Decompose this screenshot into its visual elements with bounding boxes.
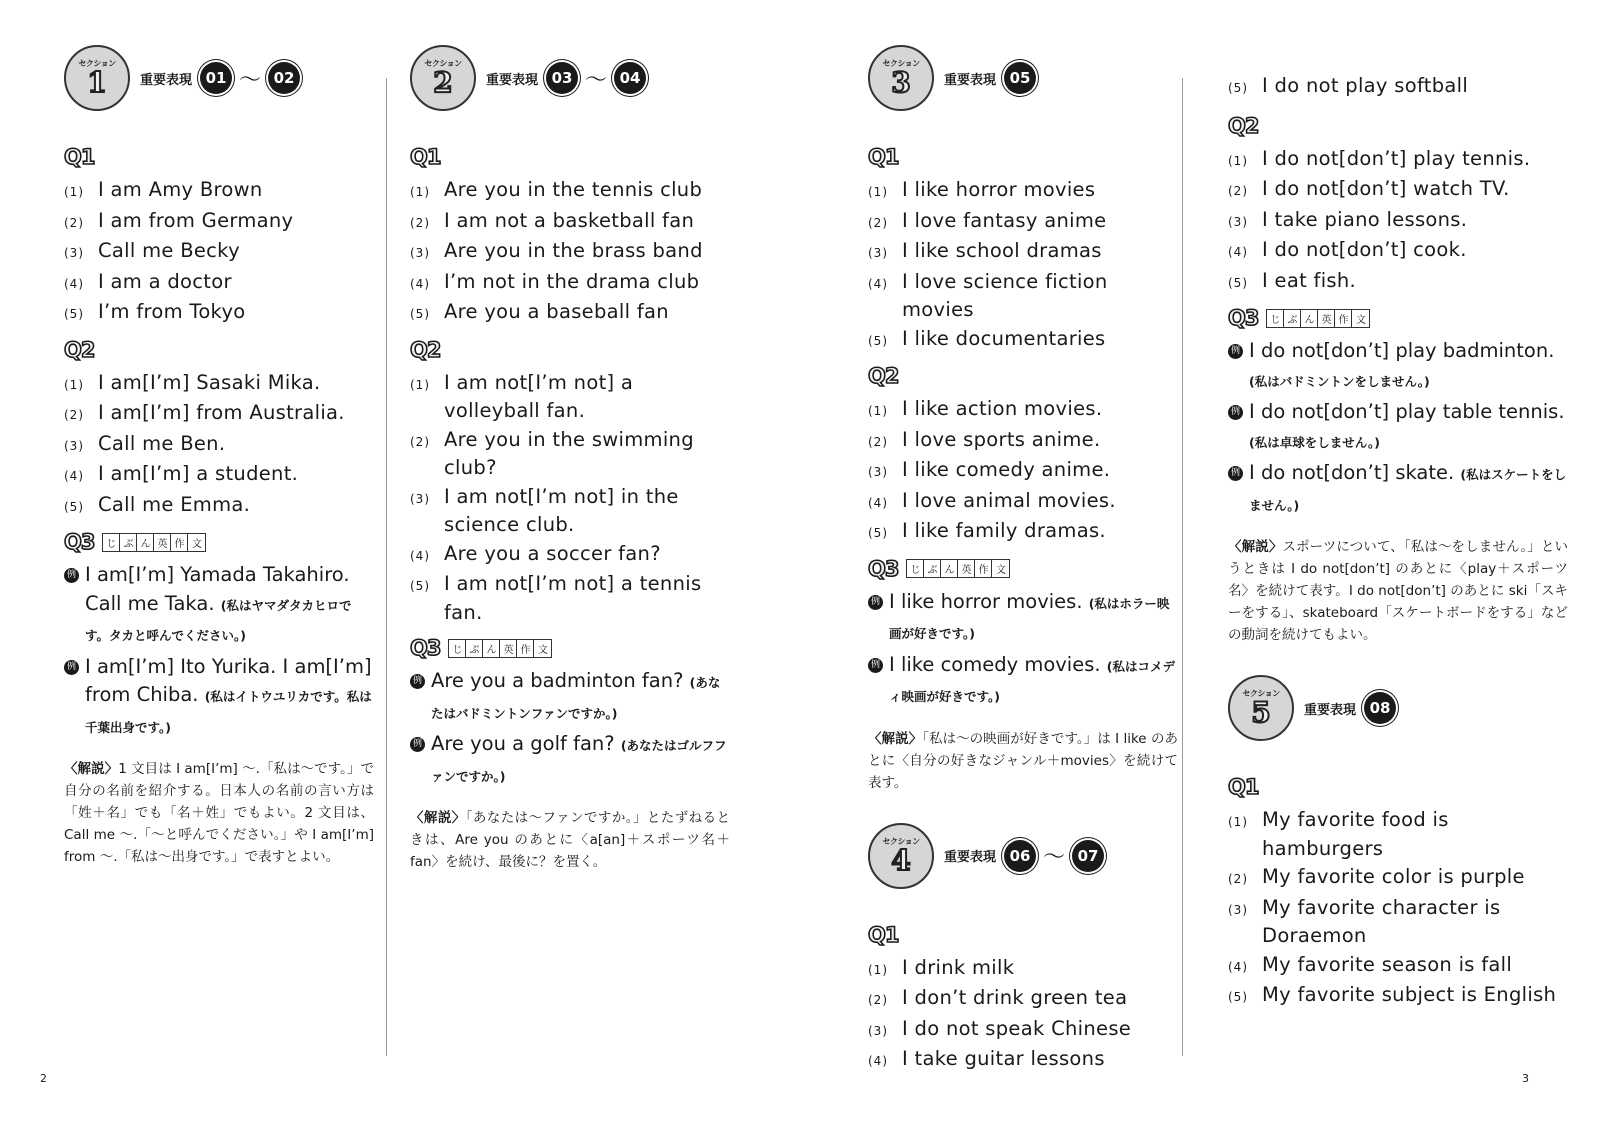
example-body bbox=[85, 561, 374, 651]
section-word: セクション bbox=[882, 836, 920, 846]
answer-text: I am[I’m] Sasaki Mika. bbox=[98, 370, 321, 394]
jibun-char: 文 bbox=[995, 565, 1006, 576]
section-badge bbox=[410, 45, 476, 111]
answer-number: (1) bbox=[868, 185, 888, 199]
answer-number: (5) bbox=[1228, 275, 1248, 290]
jibun-char: ぶ bbox=[120, 534, 137, 551]
expression-number-badge: 03 bbox=[546, 62, 578, 94]
answer-item bbox=[1228, 175, 1568, 206]
question-label: Q1 bbox=[868, 922, 899, 947]
answer-number: (2) bbox=[410, 434, 430, 449]
answer-item bbox=[1228, 951, 1568, 982]
question-label: Q3 bbox=[1228, 306, 1259, 330]
answer-text: I am not[I’m not] a volleyball fan. bbox=[444, 370, 634, 422]
answer-text: Call me Emma. bbox=[98, 492, 251, 516]
jibun-char: ぶ bbox=[1284, 310, 1301, 327]
jibun-char: 英 bbox=[958, 560, 975, 577]
page-number-right: 3 bbox=[1522, 1072, 1529, 1085]
answer-number: (3) bbox=[64, 438, 84, 453]
answer-item bbox=[1228, 981, 1568, 1012]
answer-text: Call me Becky bbox=[98, 239, 240, 262]
column-divider-1 bbox=[386, 78, 387, 1056]
answer-number: (2) bbox=[1228, 872, 1248, 886]
answer-text: My favorite character is Doraemon bbox=[1262, 895, 1501, 947]
answer-text: My favorite food is hamburgers bbox=[1262, 808, 1449, 860]
answer-item bbox=[410, 483, 730, 540]
answer-item bbox=[1228, 145, 1568, 176]
answer-text: Are you a soccer fan? bbox=[444, 541, 661, 565]
answer-text: I like horror movies bbox=[902, 178, 1096, 201]
answer-item bbox=[1228, 206, 1568, 237]
example-answer bbox=[410, 667, 730, 728]
example-text: I do not[don’t] play badminton. bbox=[1249, 339, 1555, 362]
answer-item bbox=[64, 430, 374, 461]
answer-text: I do not[don’t] play tennis. bbox=[1262, 146, 1531, 170]
answer-item bbox=[410, 237, 730, 268]
question-label: Q1 bbox=[410, 145, 441, 169]
example-translation: (私はコメディ映画が好きです。) bbox=[889, 658, 1175, 704]
question-label: Q3 bbox=[64, 530, 95, 554]
answer-text: I am not a basketball fan bbox=[444, 208, 695, 232]
expression-number-badge: 02 bbox=[268, 62, 300, 94]
tilde-mark: 〜 bbox=[239, 67, 262, 93]
expression-number-badge: 06 bbox=[1004, 840, 1036, 872]
answer-text: I love sports anime. bbox=[902, 427, 1101, 451]
example-answer bbox=[1228, 337, 1568, 396]
jibun-char: ぶ bbox=[466, 640, 483, 657]
answer-text: I am[I’m] a student. bbox=[98, 462, 299, 485]
answer-number: (1) bbox=[1228, 815, 1248, 829]
answer-item bbox=[868, 456, 1178, 487]
example-answer bbox=[1228, 459, 1568, 520]
explanation-note bbox=[868, 728, 1178, 794]
answer-number: (5) bbox=[1228, 990, 1248, 1004]
question-heading bbox=[868, 554, 1178, 584]
jibun-char: じ bbox=[1267, 310, 1284, 327]
question-heading bbox=[1228, 303, 1568, 333]
example-mark-icon: 例 bbox=[64, 568, 79, 583]
jibun-char: 英 bbox=[1318, 310, 1335, 327]
answer-number: (4) bbox=[410, 276, 430, 291]
answer-text: I am a doctor bbox=[98, 269, 232, 293]
answer-item bbox=[868, 207, 1178, 238]
answer-text: I am Amy Brown bbox=[98, 178, 263, 201]
section-badge bbox=[1228, 675, 1294, 741]
answer-number: (4) bbox=[64, 469, 84, 483]
answer-item bbox=[868, 954, 1178, 985]
section-word: セクション bbox=[1242, 689, 1280, 698]
example-text: I am[I’m] Yamada Takahiro. Call me Taka. bbox=[85, 563, 350, 615]
section-badge bbox=[868, 823, 934, 889]
answer-text: I’m not in the drama club bbox=[444, 269, 700, 293]
question-label: Q1 bbox=[868, 145, 899, 169]
answer-text: Are you a baseball fan bbox=[444, 300, 669, 323]
explanation-label: 〈解説〉 bbox=[1228, 539, 1283, 555]
question-heading bbox=[64, 142, 374, 172]
example-answer bbox=[64, 653, 374, 743]
answer-item bbox=[64, 207, 374, 238]
answer-item bbox=[868, 984, 1178, 1015]
answer-item bbox=[1228, 267, 1568, 298]
answer-text: I take piano lessons. bbox=[1262, 207, 1468, 231]
question-label: Q1 bbox=[64, 145, 95, 169]
expression-number-badge: 05 bbox=[1004, 62, 1036, 94]
explanation-text: 「あなたは〜ファンですか。」とたずねるときは、Are you のあとに〈a[an]＋スポーツ名＋fan〉を続け、最後に？を置く。 bbox=[410, 810, 730, 870]
tilde-mark: 〜 bbox=[1043, 845, 1066, 870]
answer-item bbox=[410, 268, 730, 299]
jibun-char: ん bbox=[1301, 310, 1318, 327]
answer-number: (2) bbox=[868, 434, 888, 449]
jibun-char: 作 bbox=[1335, 310, 1352, 327]
answer-item bbox=[1228, 236, 1568, 267]
answer-number: (2) bbox=[64, 408, 84, 422]
example-body bbox=[431, 730, 730, 791]
example-text: I like comedy movies. bbox=[889, 652, 1101, 676]
section-label: 重要表現 bbox=[140, 72, 193, 88]
example-body bbox=[1249, 337, 1568, 396]
answer-number: (4) bbox=[1228, 959, 1248, 974]
answer-text: I love animal movies. bbox=[902, 488, 1116, 512]
answer-text: Are you in the swimming club? bbox=[444, 427, 694, 479]
answer-item bbox=[868, 426, 1178, 457]
answer-item bbox=[64, 369, 374, 400]
answer-number: (4) bbox=[868, 1054, 888, 1068]
jibun-char: 文 bbox=[537, 644, 548, 656]
answer-number: (4) bbox=[868, 276, 888, 291]
answer-number: (5) bbox=[1228, 81, 1248, 95]
jibun-eisakubun-tag bbox=[906, 559, 1010, 578]
answer-number: (1) bbox=[64, 185, 84, 199]
answer-number: (4) bbox=[1228, 245, 1248, 259]
example-answer bbox=[868, 651, 1178, 712]
answer-text: I do not speak Chinese bbox=[902, 1016, 1132, 1040]
question-heading bbox=[410, 142, 730, 172]
example-text: I do not[don’t] skate. bbox=[1249, 461, 1455, 484]
answer-text: I don’t drink green tea bbox=[902, 986, 1128, 1009]
answer-item bbox=[1228, 72, 1568, 103]
answer-text: I love fantasy anime bbox=[902, 208, 1107, 232]
section-number: 3 bbox=[891, 66, 911, 99]
answer-item bbox=[64, 268, 374, 299]
answer-text: I’m from Tokyo bbox=[98, 300, 246, 323]
question-label: Q2 bbox=[410, 337, 441, 362]
example-body bbox=[1249, 398, 1568, 457]
answer-column-4 bbox=[1228, 72, 1568, 1018]
answer-item bbox=[868, 1045, 1178, 1076]
answer-number: (1) bbox=[868, 404, 888, 418]
question-heading bbox=[410, 633, 730, 663]
section-badge bbox=[64, 45, 130, 111]
page-number-left: 2 bbox=[40, 1072, 47, 1085]
jibun-char: 文 bbox=[191, 538, 202, 550]
question-heading bbox=[64, 335, 374, 365]
answer-number: (3) bbox=[410, 491, 430, 506]
answer-text: I like family dramas. bbox=[902, 519, 1106, 542]
answer-number: (5) bbox=[868, 526, 888, 540]
example-mark-icon: 例 bbox=[1228, 344, 1243, 359]
section-word: セクション bbox=[78, 59, 116, 68]
jibun-char: 英 bbox=[154, 534, 171, 551]
answer-item bbox=[64, 298, 374, 329]
question-heading bbox=[410, 335, 730, 365]
example-body bbox=[889, 588, 1178, 649]
explanation-note bbox=[64, 758, 374, 868]
example-mark-icon: 例 bbox=[1228, 466, 1243, 481]
example-mark-icon: 例 bbox=[868, 658, 883, 673]
answer-item bbox=[64, 491, 374, 522]
answer-text: I love science fiction movies bbox=[902, 269, 1108, 321]
section-gap bbox=[1228, 646, 1568, 674]
answer-number: (5) bbox=[64, 307, 84, 321]
jibun-char: 英 bbox=[500, 640, 517, 657]
question-label: Q2 bbox=[64, 337, 95, 362]
answer-text: I do not play softball bbox=[1262, 74, 1469, 97]
answer-text: I take guitar lessons bbox=[902, 1047, 1105, 1070]
question-heading bbox=[64, 527, 374, 557]
section-header bbox=[868, 44, 1178, 112]
jibun-char: 文 bbox=[1355, 314, 1366, 326]
answer-number: (1) bbox=[410, 185, 430, 199]
section-label: 重要表現 bbox=[944, 850, 997, 865]
answer-text: I am not[I’m not] a tennis fan. bbox=[444, 572, 702, 624]
answer-item bbox=[410, 298, 730, 329]
section-header bbox=[410, 44, 730, 112]
jibun-char: じ bbox=[907, 560, 924, 577]
section-number: 2 bbox=[433, 66, 453, 99]
answer-text: My favorite season is fall bbox=[1262, 952, 1513, 976]
answer-item bbox=[868, 1015, 1178, 1046]
example-mark-icon: 例 bbox=[868, 595, 883, 610]
answer-number: (2) bbox=[868, 993, 888, 1007]
example-text: I do not[don’t] play table tennis. bbox=[1249, 400, 1565, 423]
section-header bbox=[1228, 674, 1568, 742]
jibun-char: 作 bbox=[517, 640, 534, 657]
answer-item bbox=[64, 176, 374, 207]
answer-number: (3) bbox=[64, 246, 84, 260]
answer-item bbox=[410, 426, 730, 483]
answer-item bbox=[868, 517, 1178, 548]
example-body bbox=[1249, 459, 1568, 520]
answer-text: I am[I’m] from Australia. bbox=[98, 401, 345, 424]
answer-text: My favorite subject is English bbox=[1262, 983, 1557, 1006]
answer-text: I eat fish. bbox=[1262, 268, 1357, 292]
answer-number: (1) bbox=[410, 377, 430, 392]
jibun-char: ん bbox=[137, 534, 154, 551]
jibun-char: ん bbox=[941, 560, 958, 577]
answer-item bbox=[410, 369, 730, 426]
question-label: Q3 bbox=[868, 556, 899, 581]
answer-number: (2) bbox=[410, 215, 430, 230]
example-translation: (私はホラー映画が好きです。) bbox=[889, 595, 1170, 641]
section-word: セクション bbox=[424, 59, 462, 68]
example-mark-icon: 例 bbox=[1228, 405, 1243, 420]
answer-item bbox=[64, 460, 374, 491]
answer-number: (1) bbox=[64, 377, 84, 392]
expression-number-badge: 01 bbox=[200, 62, 232, 94]
answer-item bbox=[1228, 806, 1568, 863]
section-number: 5 bbox=[1251, 696, 1271, 729]
example-translation: (私はバドミントンをしません。) bbox=[1249, 373, 1430, 389]
section-number: 1 bbox=[87, 66, 107, 99]
answer-number: (2) bbox=[868, 215, 888, 230]
tilde-mark: 〜 bbox=[585, 67, 608, 93]
example-translation: (私はヤマダタカヒロです。タカと呼んでください。) bbox=[85, 597, 352, 643]
column-divider-2 bbox=[1182, 78, 1183, 1056]
explanation-text: 「私は〜の映画が好きです。」は I like のあとに〈自分の好きなジャンル＋movies〉を続けて表す。 bbox=[868, 730, 1178, 791]
answer-number: (5) bbox=[410, 307, 430, 321]
answer-number: (4) bbox=[410, 548, 430, 563]
answer-text: I drink milk bbox=[902, 955, 1015, 979]
answer-number: (3) bbox=[868, 465, 888, 479]
example-text: I like horror movies. bbox=[889, 589, 1083, 613]
example-body bbox=[889, 651, 1178, 712]
answer-text: My favorite color is purple bbox=[1262, 865, 1525, 888]
expression-number-badge: 04 bbox=[614, 62, 646, 94]
answer-text: Are you in the tennis club bbox=[444, 178, 703, 201]
answer-item bbox=[868, 237, 1178, 268]
example-answer bbox=[868, 588, 1178, 649]
answer-number: (5) bbox=[410, 579, 430, 593]
example-answer bbox=[64, 561, 374, 651]
answer-item bbox=[410, 570, 730, 627]
answer-column-3 bbox=[868, 44, 1178, 1082]
example-text: I am[I’m] Ito Yurika. I am[I’m] from Chiba. bbox=[85, 654, 372, 706]
section-badge bbox=[868, 45, 934, 111]
answer-text: I like comedy anime. bbox=[902, 458, 1111, 481]
answer-number: (3) bbox=[1228, 902, 1248, 917]
explanation-label: 〈解説〉 bbox=[64, 761, 119, 777]
example-body bbox=[431, 667, 730, 728]
explanation-text: 1 文目は I am[I’m] 〜.「私は〜です。」で自分の名前を紹介する。日本人の名前の言い方は「姓＋名」でも「名＋姓」でもよい。2 文目は、Call me 〜.「〜と呼んでください。」や I am[I’m] from 〜.「私は〜出身です。」で表すとよい。 bbox=[64, 761, 375, 865]
example-translation: (あなたはゴルフファンですか。) bbox=[431, 738, 727, 784]
answer-number: (5) bbox=[868, 333, 888, 348]
answer-item bbox=[868, 487, 1178, 518]
section-label: 重要表現 bbox=[1304, 702, 1357, 718]
answer-text: I do not[don’t] cook. bbox=[1262, 238, 1467, 261]
question-heading bbox=[1228, 772, 1568, 802]
answer-text: I like school dramas bbox=[902, 239, 1102, 262]
answer-item bbox=[1228, 894, 1568, 951]
answer-text: I am from Germany bbox=[98, 208, 294, 232]
answer-number: (1) bbox=[1228, 153, 1248, 168]
answer-column-1 bbox=[64, 44, 374, 868]
example-translation: (あなたはバドミントンファンですか。) bbox=[431, 675, 721, 721]
example-body bbox=[85, 653, 374, 743]
question-heading bbox=[868, 361, 1178, 391]
answer-number: (5) bbox=[64, 499, 84, 514]
answer-number: (3) bbox=[1228, 214, 1248, 229]
jibun-eisakubun-tag bbox=[1266, 309, 1370, 328]
jibun-char: じ bbox=[449, 640, 466, 657]
expression-number-badge: 08 bbox=[1364, 692, 1396, 724]
answer-item bbox=[410, 176, 730, 207]
example-mark-icon: 例 bbox=[64, 660, 79, 675]
answer-item bbox=[64, 237, 374, 268]
question-label: Q1 bbox=[1228, 775, 1259, 799]
answer-column-2 bbox=[410, 44, 730, 873]
example-text: Are you a golf fan? bbox=[431, 732, 615, 755]
example-answer bbox=[410, 730, 730, 791]
example-translation: (私はイトウユリカです。私は千葉出身です。) bbox=[85, 689, 372, 735]
answer-text: I like documentaries bbox=[902, 326, 1106, 350]
answer-item bbox=[410, 207, 730, 238]
example-mark-icon: 例 bbox=[410, 737, 425, 752]
section-header bbox=[64, 44, 374, 112]
expression-number-badge: 07 bbox=[1072, 840, 1104, 872]
answer-item bbox=[868, 395, 1178, 426]
example-text: Are you a badminton fan? bbox=[431, 669, 684, 692]
answer-text: I like action movies. bbox=[902, 397, 1103, 420]
answer-item bbox=[868, 268, 1178, 325]
example-translation: (私はスケートをしません。) bbox=[1249, 467, 1567, 513]
answer-text: Are you in the brass band bbox=[444, 239, 703, 262]
explanation-text: スポーツについて、「私は〜をしません。」というときは I do not[don’t] のあとに〈play＋スポーツ名〉を続けて表す。I do not[don’t] のあとに ski「スキーをする」、skateboard「スケートボードをする」などの動詞を続けてもよい。 bbox=[1228, 539, 1569, 643]
answer-number: (4) bbox=[868, 495, 888, 510]
answer-item bbox=[868, 325, 1178, 356]
example-translation: (私は卓球をしません。) bbox=[1249, 434, 1380, 450]
section-header bbox=[868, 822, 1178, 890]
answer-number: (3) bbox=[868, 1023, 888, 1038]
section-label: 重要表現 bbox=[486, 72, 539, 88]
answer-text: I do not[don’t] watch TV. bbox=[1262, 177, 1510, 200]
jibun-char: 作 bbox=[171, 534, 188, 551]
jibun-char: ん bbox=[483, 640, 500, 657]
answer-number: (3) bbox=[410, 246, 430, 260]
explanation-label: 〈解説〉 bbox=[410, 810, 466, 826]
question-heading bbox=[1228, 111, 1568, 141]
question-heading bbox=[868, 142, 1178, 172]
answer-number: (2) bbox=[64, 215, 84, 230]
section-word: セクション bbox=[882, 59, 920, 68]
answer-item bbox=[64, 399, 374, 430]
section-label: 重要表現 bbox=[944, 72, 997, 88]
answer-number: (4) bbox=[64, 276, 84, 291]
answer-text: I am not[I’m not] in the science club. bbox=[444, 484, 679, 536]
jibun-eisakubun-tag bbox=[448, 639, 552, 658]
section-number: 4 bbox=[891, 843, 911, 877]
answer-item bbox=[1228, 863, 1568, 894]
answer-number: (3) bbox=[868, 246, 888, 260]
question-label: Q2 bbox=[1228, 113, 1259, 138]
question-heading bbox=[868, 920, 1178, 950]
example-mark-icon: 例 bbox=[410, 674, 425, 689]
section-gap bbox=[868, 794, 1178, 822]
jibun-char: ぶ bbox=[924, 560, 941, 577]
jibun-eisakubun-tag bbox=[102, 533, 206, 552]
explanation-note bbox=[410, 807, 730, 873]
question-label: Q2 bbox=[868, 364, 899, 388]
explanation-note bbox=[1228, 536, 1568, 646]
answer-text: Call me Ben. bbox=[98, 431, 226, 455]
explanation-label: 〈解説〉 bbox=[868, 730, 923, 747]
jibun-char: じ bbox=[103, 534, 120, 551]
answer-item bbox=[410, 540, 730, 571]
answer-number: (2) bbox=[1228, 184, 1248, 198]
question-label: Q3 bbox=[410, 636, 441, 660]
jibun-char: 作 bbox=[975, 560, 992, 577]
answer-number: (1) bbox=[868, 962, 888, 977]
answer-item bbox=[868, 176, 1178, 207]
example-answer bbox=[1228, 398, 1568, 457]
